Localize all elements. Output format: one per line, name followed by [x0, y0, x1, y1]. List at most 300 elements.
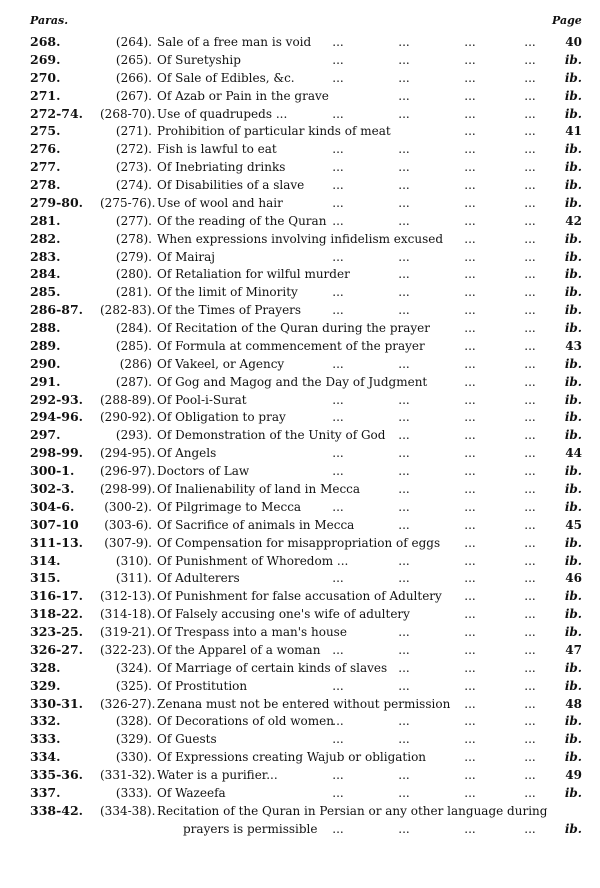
- entry-title: Of the reading of the Quran: [157, 213, 327, 228]
- leader-dots: ...: [524, 321, 536, 336]
- para-number: 311-13.: [30, 534, 84, 550]
- leader-dots: ...: [464, 428, 476, 443]
- para-number: 300-1.: [30, 463, 75, 479]
- leader-dots: ...: [332, 821, 344, 836]
- index-entry: [0, 695, 600, 713]
- leader-dots: ...: [332, 410, 344, 425]
- entry-title: Of Disabilities of a slave: [157, 178, 305, 193]
- original-para-number: (271).: [115, 124, 152, 139]
- leader-dots: ...: [524, 285, 536, 300]
- leader-dots: ...: [464, 160, 476, 175]
- entry-title: Of Guests: [157, 732, 217, 747]
- original-para-number: (296-97).: [100, 464, 156, 479]
- index-entry: [0, 534, 600, 552]
- leader-dots: ...: [524, 768, 536, 783]
- leader-dots: ...: [464, 321, 476, 336]
- leader-dots: ...: [398, 642, 410, 657]
- leader-dots: ...: [464, 696, 476, 711]
- para-number: 278.: [30, 177, 61, 193]
- entry-title: Of Wazeefa: [157, 785, 226, 800]
- para-number: 271.: [30, 87, 61, 103]
- entry-title: Of Sale of Edibles, &c.: [157, 70, 295, 85]
- page-number: ib.: [564, 52, 582, 67]
- entry-title: Of Inebriating drinks: [157, 160, 286, 175]
- leader-dots: ...: [398, 571, 410, 586]
- para-number: 289.: [30, 337, 61, 353]
- leader-dots: ...: [524, 714, 536, 729]
- page-number: 48: [565, 696, 582, 711]
- original-para-number: (272).: [115, 142, 152, 157]
- leader-dots: ...: [332, 714, 344, 729]
- original-para-number: (264).: [115, 35, 152, 49]
- original-para-number: (285).: [115, 338, 152, 353]
- page-number: 41: [565, 124, 582, 139]
- entry-title: Of Vakeel, or Agency: [157, 356, 285, 371]
- leader-dots: ...: [524, 428, 536, 443]
- leader-dots: ...: [398, 678, 410, 693]
- entry-title: Of Punishment for false accusation of Adultery: [157, 589, 442, 604]
- page-number: ib.: [564, 464, 582, 479]
- original-para-number: (281).: [115, 285, 152, 300]
- leader-dots: ...: [398, 392, 410, 407]
- index-entry: [0, 569, 600, 587]
- leader-dots: ...: [332, 678, 344, 693]
- entry-title: Of Angels: [157, 446, 217, 461]
- page-number: ib.: [564, 499, 582, 514]
- para-number: 268.: [30, 34, 61, 49]
- leader-dots: ...: [398, 714, 410, 729]
- para-number: 290.: [30, 355, 61, 371]
- leader-dots: ...: [464, 303, 476, 318]
- para-number: 269.: [30, 51, 61, 67]
- page-number: ib.: [564, 660, 582, 675]
- original-para-number: (329).: [115, 732, 152, 747]
- leader-dots: ...: [524, 535, 536, 550]
- original-para-number: (282-83).: [100, 303, 156, 318]
- leader-dots: ...: [524, 821, 536, 836]
- index-entry: [0, 784, 600, 802]
- leader-dots: ...: [398, 52, 410, 67]
- para-number: 282.: [30, 230, 61, 246]
- leader-dots: ...: [464, 124, 476, 139]
- leader-dots: ...: [332, 392, 344, 407]
- page-number: 40: [565, 35, 582, 49]
- leader-dots: ...: [464, 35, 476, 49]
- page-number: ib.: [564, 70, 582, 85]
- page-number: ib.: [564, 303, 582, 318]
- original-para-number: (280).: [115, 267, 152, 282]
- original-para-number: (290-92).: [100, 410, 156, 425]
- original-para-number: (326-27).: [100, 696, 156, 711]
- leader-dots: ...: [464, 589, 476, 604]
- leader-dots: ...: [398, 178, 410, 193]
- index-entry: [0, 337, 600, 355]
- leader-dots: ...: [524, 410, 536, 425]
- page-number: ib.: [564, 392, 582, 407]
- leader-dots: ...: [398, 303, 410, 318]
- index-entry: [0, 87, 600, 105]
- entry-title: Of Gog and Magog and the Day of Judgment: [157, 374, 428, 389]
- leader-dots: ...: [464, 642, 476, 657]
- para-number: 292-93.: [30, 391, 84, 407]
- index-entry: [0, 212, 600, 230]
- leader-dots: ...: [524, 231, 536, 246]
- leader-dots: ...: [464, 482, 476, 496]
- page-number: ib.: [564, 178, 582, 193]
- leader-dots: ...: [524, 517, 536, 532]
- index-entry: [0, 51, 600, 69]
- entry-title: Of Suretyship: [157, 52, 241, 67]
- leader-dots: ...: [524, 303, 536, 318]
- leader-dots: ...: [398, 482, 410, 496]
- leader-dots: ...: [464, 499, 476, 514]
- index-entry: [0, 730, 600, 748]
- leader-dots: ...: [398, 499, 410, 514]
- original-para-number: (300-2).: [104, 499, 152, 514]
- entry-title: Water is a purifier...: [157, 768, 278, 783]
- entry-title: Sale of a free man is void: [157, 35, 312, 49]
- leader-dots: ...: [398, 732, 410, 747]
- original-para-number: (303-6).: [104, 517, 152, 532]
- page-number: ib.: [564, 535, 582, 550]
- entry-title-continued: prayers is permissible: [183, 821, 318, 836]
- leader-dots: ...: [524, 178, 536, 193]
- leader-dots: ...: [524, 589, 536, 604]
- leader-dots: ...: [524, 446, 536, 461]
- para-number: 298-99.: [30, 445, 84, 461]
- page-number: ib.: [564, 428, 582, 443]
- para-number: 291.: [30, 373, 61, 389]
- original-para-number: (307-9).: [104, 535, 152, 550]
- entry-title: Zenana must not be entered without permission: [157, 696, 451, 711]
- leader-dots: ...: [524, 88, 536, 103]
- leader-dots: ...: [464, 785, 476, 800]
- leader-dots: ...: [464, 732, 476, 747]
- leader-dots: ...: [524, 267, 536, 282]
- index-entry: [0, 319, 600, 337]
- original-para-number: (314-18).: [100, 607, 156, 622]
- page-number: ib.: [564, 750, 582, 765]
- page-number: ib.: [564, 678, 582, 693]
- page-number: ib.: [564, 267, 582, 282]
- original-para-number: (298-99).: [100, 482, 156, 496]
- page-number: ib.: [564, 607, 582, 622]
- page-number: ib.: [564, 142, 582, 157]
- index-entry: [0, 587, 600, 605]
- entry-title: Use of wool and hair: [157, 195, 283, 210]
- leader-dots: ...: [524, 35, 536, 49]
- page-number: ib.: [564, 285, 582, 300]
- leader-dots: ...: [332, 768, 344, 783]
- paras-header: Paras.: [30, 14, 69, 27]
- para-number: 314.: [30, 552, 61, 568]
- original-para-number: (324).: [115, 660, 152, 675]
- index-entry: [0, 516, 600, 534]
- leader-dots: ...: [398, 660, 410, 675]
- para-number: 315.: [30, 570, 61, 586]
- leader-dots: ...: [398, 356, 410, 371]
- entry-title: Of the Times of Prayers: [157, 303, 302, 318]
- page-number: 47: [565, 642, 582, 657]
- entry-title: Doctors of Law: [157, 464, 250, 479]
- leader-dots: ...: [332, 35, 344, 49]
- entry-title: Of Expressions creating Wajub or obligation: [157, 750, 427, 765]
- leader-dots: ...: [398, 410, 410, 425]
- leader-dots: ...: [464, 374, 476, 389]
- leader-dots: ...: [332, 446, 344, 461]
- leader-dots: ...: [524, 750, 536, 765]
- index-entry: [0, 659, 600, 677]
- page-number: ib.: [564, 356, 582, 371]
- para-number: 286-87.: [30, 302, 84, 318]
- index-entry: [0, 444, 600, 462]
- page-number: ib.: [564, 714, 582, 729]
- leader-dots: ...: [332, 142, 344, 157]
- para-number: 328.: [30, 659, 61, 675]
- leader-dots: ...: [464, 178, 476, 193]
- page-number: ib.: [564, 249, 582, 264]
- page-number: ib.: [564, 195, 582, 210]
- entry-title: Of Falsely accusing one's wife of adultery: [157, 607, 410, 622]
- page-number: ib.: [564, 553, 582, 568]
- page-number: 42: [565, 213, 582, 228]
- para-number: 316-17.: [30, 588, 84, 604]
- index-entry: [0, 748, 600, 766]
- para-number: 334.: [30, 749, 61, 765]
- page-header: Page: [552, 14, 582, 27]
- index-entry: [0, 105, 600, 123]
- leader-dots: ...: [464, 142, 476, 157]
- entry-title: Of the limit of Minority: [157, 285, 298, 300]
- para-number: 307-10: [30, 516, 79, 532]
- leader-dots: ...: [398, 142, 410, 157]
- leader-dots: ...: [464, 52, 476, 67]
- original-para-number: (273).: [115, 160, 152, 175]
- para-number: 338-42.: [30, 802, 84, 818]
- entry-title: When expressions involving infidelism excused: [157, 231, 444, 246]
- page-number: ib.: [564, 374, 582, 389]
- para-number: 275.: [30, 123, 61, 139]
- page-number: ib.: [564, 410, 582, 425]
- leader-dots: ...: [332, 52, 344, 67]
- leader-dots: ...: [398, 160, 410, 175]
- original-para-number: (267).: [115, 88, 152, 103]
- index-entry: [0, 605, 600, 623]
- leader-dots: ...: [524, 392, 536, 407]
- para-number: 337.: [30, 784, 61, 800]
- index-entry: [0, 677, 600, 695]
- entry-title: Of Adulterers: [157, 571, 240, 586]
- index-entry: [0, 498, 600, 516]
- para-number: 276.: [30, 141, 61, 157]
- entry-title: Of Recitation of the Quran during the prayer: [157, 321, 431, 336]
- para-number: 297.: [30, 427, 61, 443]
- page-number: ib.: [564, 106, 582, 121]
- page-number: ib.: [564, 821, 582, 836]
- para-number: 288.: [30, 320, 61, 336]
- entry-title: Of Pilgrimage to Mecca: [157, 499, 302, 514]
- leader-dots: ...: [464, 714, 476, 729]
- original-para-number: (265).: [115, 52, 152, 67]
- original-para-number: (277).: [115, 213, 152, 228]
- entry-title: Of Marriage of certain kinds of slaves: [157, 660, 388, 675]
- index-entry: [0, 391, 600, 409]
- leader-dots: ...: [464, 70, 476, 85]
- leader-dots: ...: [524, 696, 536, 711]
- leader-dots: ...: [524, 482, 536, 496]
- page-number: 45: [565, 517, 582, 532]
- original-para-number: (287).: [115, 374, 152, 389]
- leader-dots: ...: [524, 678, 536, 693]
- entry-title: Of Mairaj: [157, 249, 215, 264]
- page-number: ib.: [564, 625, 582, 640]
- para-number: 285.: [30, 284, 61, 300]
- leader-dots: ...: [524, 106, 536, 121]
- original-para-number: (286): [119, 356, 152, 371]
- para-number: 281.: [30, 212, 61, 228]
- leader-dots: ...: [398, 195, 410, 210]
- original-para-number: (274).: [115, 178, 152, 193]
- para-number: 304-6.: [30, 498, 75, 514]
- entry-title: Of Prostitution: [157, 678, 248, 693]
- entry-title: Of Formula at commencement of the prayer: [157, 338, 425, 353]
- leader-dots: ...: [524, 213, 536, 228]
- index-entry: [0, 33, 600, 51]
- leader-dots: ...: [524, 625, 536, 640]
- original-para-number: (331-32).: [100, 768, 156, 783]
- leader-dots: ...: [464, 517, 476, 532]
- leader-dots: ...: [524, 607, 536, 622]
- leader-dots: ...: [398, 517, 410, 532]
- index-entry: [0, 426, 600, 444]
- original-para-number: (275-76).: [100, 195, 156, 210]
- leader-dots: ...: [398, 249, 410, 264]
- leader-dots: ...: [398, 213, 410, 228]
- original-para-number: (294-95).: [100, 446, 156, 461]
- entry-title: Of Trespass into a man's house: [157, 625, 347, 640]
- para-number: 283.: [30, 248, 61, 264]
- entry-title: Recitation of the Quran in Persian or any other language during: [157, 803, 548, 818]
- leader-dots: ...: [524, 124, 536, 139]
- para-number: 277.: [30, 159, 61, 175]
- index-entry: [0, 373, 600, 391]
- entry-title: Of Pool-i-Surat: [157, 392, 247, 407]
- index-entry: [0, 623, 600, 641]
- leader-dots: ...: [524, 338, 536, 353]
- leader-dots: ...: [524, 499, 536, 514]
- leader-dots: ...: [398, 88, 410, 103]
- page-number: ib.: [564, 160, 582, 175]
- para-number: 323-25.: [30, 624, 84, 640]
- para-number: 330-31.: [30, 695, 84, 711]
- page-number: 49: [565, 768, 582, 783]
- page-number: ib.: [564, 88, 582, 103]
- para-number: 270.: [30, 69, 61, 85]
- leader-dots: ...: [464, 750, 476, 765]
- leader-dots: ...: [332, 732, 344, 747]
- entry-title: Use of quadrupeds ...: [157, 106, 288, 121]
- leader-dots: ...: [524, 70, 536, 85]
- entry-title: Of Obligation to pray: [157, 410, 286, 425]
- page-number: ib.: [564, 732, 582, 747]
- index-entry: [0, 301, 600, 319]
- para-number: 302-3.: [30, 481, 75, 496]
- index-entry: [0, 265, 600, 283]
- entry-title: Fish is lawful to eat: [157, 142, 277, 157]
- leader-dots: ...: [464, 678, 476, 693]
- index-entry: [0, 766, 600, 784]
- para-number: 294-96.: [30, 409, 84, 425]
- leader-dots: ...: [464, 660, 476, 675]
- leader-dots: ...: [464, 607, 476, 622]
- original-para-number: (284).: [115, 321, 152, 336]
- leader-dots: ...: [332, 285, 344, 300]
- entry-title: Of Compensation for misappropriation of eggs: [157, 535, 441, 550]
- page-number: ib.: [564, 231, 582, 246]
- leader-dots: ...: [464, 625, 476, 640]
- leader-dots: ...: [464, 553, 476, 568]
- leader-dots: ...: [332, 356, 344, 371]
- leader-dots: ...: [464, 410, 476, 425]
- leader-dots: ...: [464, 821, 476, 836]
- leader-dots: ...: [332, 106, 344, 121]
- leader-dots: ...: [398, 785, 410, 800]
- index-entry: [0, 712, 600, 730]
- leader-dots: ...: [524, 52, 536, 67]
- page-number: ib.: [564, 321, 582, 336]
- index-entry: [0, 140, 600, 158]
- leader-dots: ...: [332, 178, 344, 193]
- leader-dots: ...: [398, 70, 410, 85]
- leader-dots: ...: [398, 464, 410, 479]
- leader-dots: ...: [464, 768, 476, 783]
- leader-dots: ...: [524, 195, 536, 210]
- entry-title: Of Inalienability of land in Mecca: [157, 482, 361, 496]
- index-entry: [0, 248, 600, 266]
- leader-dots: ...: [524, 660, 536, 675]
- leader-dots: ...: [332, 160, 344, 175]
- entry-title: Of Azab or Pain in the grave: [157, 88, 329, 103]
- leader-dots: ...: [332, 464, 344, 479]
- original-para-number: (333).: [115, 785, 152, 800]
- index-entry: [0, 194, 600, 212]
- leader-dots: ...: [398, 285, 410, 300]
- index-entry: [0, 158, 600, 176]
- para-number: 272-74.: [30, 105, 84, 121]
- leader-dots: ...: [398, 428, 410, 443]
- original-para-number: (279).: [115, 249, 152, 264]
- entry-title: Of Sacrifice of animals in Mecca: [157, 517, 355, 532]
- leader-dots: ...: [398, 768, 410, 783]
- original-para-number: (319-21).: [100, 625, 156, 640]
- leader-dots: ...: [398, 625, 410, 640]
- leader-dots: ...: [464, 249, 476, 264]
- original-para-number: (334-38).: [100, 803, 156, 818]
- leader-dots: ...: [398, 821, 410, 836]
- original-para-number: (325).: [115, 678, 152, 693]
- entry-title: Of Demonstration of the Unity of God: [157, 428, 386, 443]
- original-para-number: (330).: [115, 750, 152, 765]
- leader-dots: ...: [398, 267, 410, 282]
- leader-dots: ...: [332, 213, 344, 228]
- page-number: ib.: [564, 482, 582, 496]
- leader-dots: ...: [332, 785, 344, 800]
- leader-dots: ...: [524, 642, 536, 657]
- leader-dots: ...: [464, 571, 476, 586]
- entry-title: Of the Apparel of a woman: [157, 642, 321, 657]
- page-number: ib.: [564, 589, 582, 604]
- leader-dots: ...: [524, 553, 536, 568]
